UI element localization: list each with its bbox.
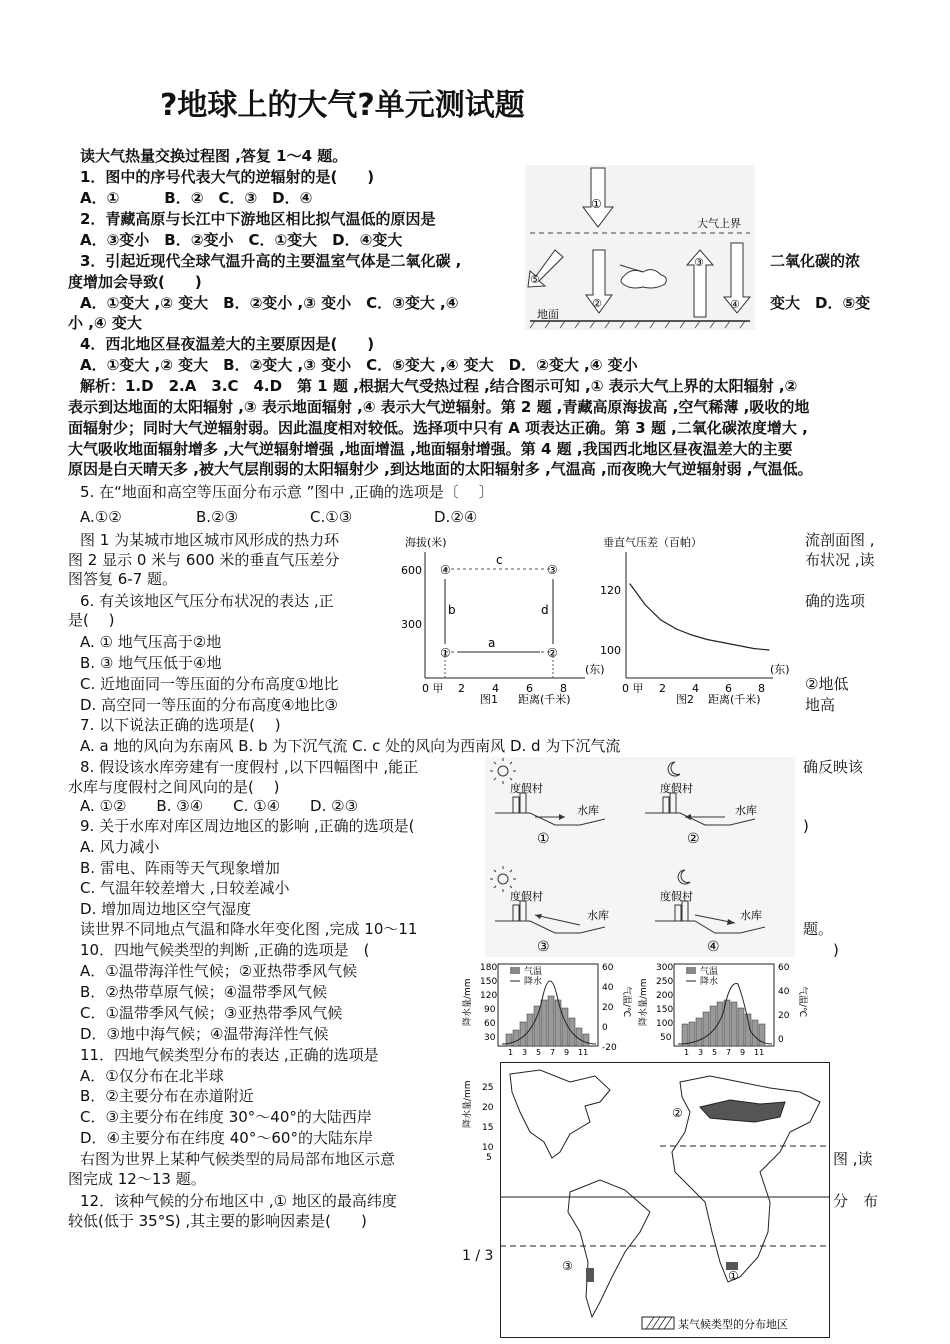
fig2-xtick-6: 6 bbox=[725, 682, 732, 695]
fig1-xtick-8: 8 bbox=[560, 682, 567, 695]
fig2-point-5 bbox=[707, 639, 708, 640]
climate-left-tick-5: 30 bbox=[484, 1033, 496, 1043]
climate-right-x-3: 3 bbox=[698, 1048, 704, 1055]
fig1-east: (东) bbox=[585, 663, 605, 676]
map-ytick-15: 15 bbox=[482, 1123, 494, 1133]
intro-q10-11: 读世界不同地点气温和降水年变化图 ,完成 10～11 bbox=[80, 920, 418, 938]
fig2-point-7 bbox=[738, 645, 739, 646]
fig1-ytick-300: 300 bbox=[401, 618, 422, 631]
option-10b: B．②热带草原气候；④温带季风气候 bbox=[80, 983, 328, 1001]
climate-right-x-5: 5 bbox=[712, 1048, 718, 1055]
fig1-flow-d: d bbox=[541, 603, 549, 617]
fig1-caption: 图1 bbox=[480, 693, 498, 706]
climate-right-x-7: 7 bbox=[726, 1048, 732, 1055]
question-3: 3．引起近现代全球气温升高的主要温室气体是二氧化碳 , bbox=[80, 252, 462, 270]
fig1-ylabel: 海拔(米) bbox=[405, 536, 447, 549]
option-6a: A. ① 地气压高于②地 bbox=[80, 633, 222, 651]
fig2-point-2 bbox=[660, 619, 661, 620]
fig2-ylabel: 垂直气压差（百帕） bbox=[603, 536, 702, 549]
analysis-line-3: 面辐射少；同时大气逆辐射弱。因此温度相对较低。选择项中只有 A 项表达正确。第 3 题 ,二氧化碳浓度增大 , bbox=[68, 419, 808, 437]
region-3-hatch bbox=[586, 1268, 594, 1282]
option-5d: D.②④ bbox=[434, 508, 478, 526]
climate-distribution-map bbox=[500, 1062, 830, 1338]
fig1-xtick-4: 4 bbox=[492, 682, 499, 695]
map-ytick-20: 20 bbox=[482, 1103, 494, 1113]
fig1-origin: 0 甲 bbox=[422, 682, 444, 695]
option-6d: D. 高空同一等压面的分布高度④地比③ bbox=[80, 696, 338, 714]
map-marker-1: ① bbox=[728, 1269, 739, 1283]
page-title: ?地球上的大气?单元测试题 bbox=[160, 88, 525, 123]
question-3-cont: 二氧化碳的浓 bbox=[770, 252, 861, 270]
reservoir-label-2: 水库 bbox=[735, 804, 757, 817]
resort-label-2: 度假村 bbox=[660, 782, 693, 795]
panel-label-3: ③ bbox=[537, 939, 550, 955]
marker-1: ① bbox=[591, 197, 602, 211]
page-number: 1 / 3 bbox=[462, 1248, 494, 1264]
fig1-xlabel: 距离(千米) bbox=[518, 693, 571, 706]
fig2-point-8 bbox=[753, 648, 754, 649]
climate-left-rtick-3: 0 bbox=[602, 1023, 608, 1033]
climate-left-x-7: 7 bbox=[550, 1048, 556, 1055]
climate-right-legend-precip: 降水 bbox=[700, 977, 719, 987]
fig1-flow-c: c bbox=[496, 553, 503, 567]
option-6b: B. ③ 地气压低于④地 bbox=[80, 654, 222, 672]
climate-right-tick-2: 200 bbox=[656, 991, 674, 1001]
legend-temp-swatch bbox=[510, 967, 520, 974]
climate-left-tick-2: 120 bbox=[480, 991, 498, 1001]
question-7: 7. 以下说法正确的选项是( ) bbox=[80, 716, 281, 734]
fig1-point-2: ② bbox=[547, 646, 558, 660]
map-marker-3: ③ bbox=[562, 1259, 573, 1273]
fig1-flow-a: a bbox=[488, 636, 496, 650]
fig2-ytick-100: 100 bbox=[600, 644, 621, 657]
fig2-xtick-8: 8 bbox=[758, 682, 765, 695]
climate-right-x-11: 11 bbox=[754, 1048, 765, 1055]
climate-left-yleft: 降水量/mm bbox=[463, 978, 473, 1026]
fig2-east: (东) bbox=[770, 663, 790, 676]
question-3-line2: 度增加会导致( ) bbox=[68, 273, 202, 291]
climate-chart-left bbox=[462, 960, 632, 1055]
analysis-line-2: 表示到达地面的太阳辐射 ,③ 表示地面辐射 ,④ 表示大气逆辐射。第 2 题 ,青藏高原海拔高 ,空气稀薄 ,吸收的地 bbox=[68, 398, 810, 416]
climate-left-x-11: 11 bbox=[578, 1048, 589, 1055]
options-2: A．③变小 B．②变小 C．①变大 D．④变大 bbox=[80, 231, 403, 249]
legend-temp-swatch-2 bbox=[686, 967, 696, 974]
fig2-xtick-2: 2 bbox=[659, 682, 666, 695]
option-10d: D．③地中海气候；④温带海洋性气候 bbox=[80, 1025, 329, 1043]
option-9c: C. 气温年较差增大 ,日较差减小 bbox=[80, 879, 290, 897]
marker-5: ⑤ bbox=[530, 273, 540, 286]
heat-exchange-diagram bbox=[525, 165, 755, 330]
fig2-point-0 bbox=[629, 583, 630, 584]
resort-label-3: 度假村 bbox=[510, 890, 543, 903]
marker-2: ② bbox=[592, 297, 602, 310]
question-1: 1．图中的序号代表大气的逆辐射的是( ) bbox=[80, 168, 375, 186]
fig2-origin: 0 甲 bbox=[622, 682, 644, 695]
climate-right-yleft: 降水量/mm bbox=[639, 978, 649, 1026]
climate-right-x-9: 9 bbox=[740, 1048, 746, 1055]
climate-left-rtick-4: -20 bbox=[602, 1043, 617, 1053]
option-5c: C.①③ bbox=[310, 508, 353, 526]
fig1-point-4: ④ bbox=[440, 563, 451, 577]
climate-right-tick-4: 100 bbox=[656, 1019, 674, 1029]
map-ytick-10: 10 bbox=[482, 1143, 494, 1153]
option-11a: A．①仅分布在北半球 bbox=[80, 1067, 224, 1085]
climate-left-rtick-0: 60 bbox=[602, 963, 614, 973]
intro-q10-11-cont: 题。 bbox=[803, 920, 834, 938]
upper-label: 大气上界 bbox=[697, 217, 741, 230]
option-5a: A.①② bbox=[80, 508, 122, 526]
ground-label: 地面 bbox=[537, 308, 559, 321]
pressure-diff-chart bbox=[598, 532, 798, 707]
option-9b: B. 雷电、阵雨等天气现象增加 bbox=[80, 859, 280, 877]
option-5b: B.②③ bbox=[196, 508, 238, 526]
climate-right-rtick-0: 60 bbox=[778, 963, 790, 973]
climate-right-yright: 气温/℃ bbox=[797, 986, 807, 1018]
reservoir-label-3: 水库 bbox=[587, 909, 609, 922]
option-10a: A．①温带海洋性气候；②亚热带季风气候 bbox=[80, 962, 358, 980]
question-9-cont: ) bbox=[803, 817, 809, 835]
option-11d: D．④主要分布在纬度 40°～60°的大陆东岸 bbox=[80, 1129, 373, 1147]
option-10c: C．①温带季风气候；③亚热带季风气候 bbox=[80, 1004, 343, 1022]
options-1: A．① B．② C．③ D．④ bbox=[80, 189, 313, 207]
panel-label-1: ① bbox=[537, 831, 550, 847]
analysis-line-1: 解析：1.D 2.A 3.C 4.D 第 1 题 ,根据大气受热过程 ,结合图示可知 ,① 表示大气上界的太阳辐射 ,② bbox=[80, 377, 798, 395]
analysis-line-4: 大气吸收地面辐射增多 ,大气逆辐射增强 ,地面增温 ,地面辐射增强。第 4 题 ,我国西北地区昼夜温差大的主要 bbox=[68, 440, 793, 458]
climate-left-tick-4: 60 bbox=[484, 1019, 496, 1029]
intro-q1-4: 读大气热量交换过程图 ,答复 1～4 题。 bbox=[80, 147, 348, 165]
question-4: 4．西北地区昼夜温差大的主要原因是( ) bbox=[80, 335, 375, 353]
map-precip-axis bbox=[460, 1062, 500, 1172]
fig2-xtick-4: 4 bbox=[692, 682, 699, 695]
options-3: A．①变大 ,② 变大 B．②变小 ,③ 变小 C．③变大 ,④ bbox=[80, 294, 459, 312]
fig2-ytick-120: 120 bbox=[600, 584, 621, 597]
panel-label-4: ④ bbox=[707, 939, 720, 955]
climate-right-rtick-3: 0 bbox=[778, 1035, 784, 1045]
map-ytick-25: 25 bbox=[482, 1083, 494, 1093]
map-marker-2: ② bbox=[672, 1106, 683, 1120]
fig2-point-9 bbox=[768, 649, 769, 650]
intro-q12-13-cont: 图 ,读 bbox=[833, 1150, 873, 1168]
climate-left-x-3: 3 bbox=[522, 1048, 528, 1055]
climate-left-tick-0: 180 bbox=[480, 963, 498, 973]
climate-right-tick-0: 300 bbox=[656, 963, 674, 973]
question-12-cont: 分 布 bbox=[833, 1192, 879, 1210]
intro-q12-13-line2: 图完成 12～13 题。 bbox=[68, 1170, 206, 1188]
fig1-xtick-6: 6 bbox=[526, 682, 533, 695]
options-8: A. ①② B. ③④ C. ①④ D. ②③ bbox=[80, 797, 359, 815]
resort-label: 度假村 bbox=[510, 782, 543, 795]
climate-left-tick-3: 90 bbox=[484, 1005, 496, 1015]
marker-3: ③ bbox=[694, 256, 704, 269]
fig1-xtick-2: 2 bbox=[458, 682, 465, 695]
option-9d: D. 增加周边地区空气湿度 bbox=[80, 900, 252, 918]
map-legend-text: 某气候类型的分布地区 bbox=[678, 1318, 788, 1331]
climate-right-legend-temp: 气温 bbox=[700, 967, 719, 977]
climate-right-rtick-1: 40 bbox=[778, 987, 790, 997]
map-yleft: 降水量/mm bbox=[463, 1080, 473, 1128]
marker-4: ④ bbox=[730, 298, 740, 311]
intro-q6-7-cont: 流剖面图 , bbox=[805, 531, 875, 549]
intro-q12-13: 右图为世界上某种气候类型的局局部布地区示意 bbox=[80, 1150, 396, 1168]
climate-left-x-9: 9 bbox=[564, 1048, 570, 1055]
climate-right-tick-1: 250 bbox=[656, 977, 674, 987]
fig1-flow-b: b bbox=[448, 603, 456, 617]
fig2-caption: 图2 bbox=[676, 693, 694, 706]
climate-left-rtick-1: 40 bbox=[602, 983, 614, 993]
question-8-line2: 水库与度假村之间风向的是( ) bbox=[68, 778, 280, 796]
question-6-cont: 确的选项 bbox=[805, 592, 866, 610]
question-11: 11．四地气候类型分布的表达 ,正确的选项是 bbox=[80, 1046, 379, 1064]
question-12-line2: 较低(低于 35°S) ,其主要的影响因素是( ) bbox=[68, 1212, 367, 1230]
question-10: 10．四地气候类型的判断 ,正确的选项是 ( bbox=[80, 941, 370, 959]
analysis-line-5: 原因是白天晴天多 ,被大气层削弱的太阳辐射少 ,到达地面的太阳辐射多 ,气温高 ,而夜晚大气逆辐射弱 ,气温低。 bbox=[68, 460, 813, 478]
question-12: 12．该种气候的分布地区中 ,① 地区的最高纬度 bbox=[80, 1192, 397, 1210]
climate-left-yright: 气温/℃ bbox=[621, 986, 631, 1018]
question-6: 6. 有关该地区气压分布状况的表达 ,正 bbox=[80, 592, 334, 610]
map-ytick-5: 5 bbox=[486, 1153, 492, 1163]
panel-label-2: ② bbox=[687, 831, 700, 847]
climate-right-x-1: 1 bbox=[684, 1048, 690, 1055]
reservoir-label-4: 水库 bbox=[740, 909, 762, 922]
fig2-point-1 bbox=[645, 604, 646, 605]
fig2-point-6 bbox=[722, 642, 723, 643]
option-6c: C. 近地面同一等压面的分布高度①地比 bbox=[80, 675, 339, 693]
intro-q6-7-line2-cont: 布状况 ,读 bbox=[805, 551, 875, 569]
options-3-line2: 小 ,④ 变大 bbox=[68, 314, 142, 332]
intro-q6-7-line3: 图答复 6-7 题。 bbox=[68, 570, 178, 588]
question-8-cont: 确反映该 bbox=[803, 758, 864, 776]
option-11c: C．③主要分布在纬度 30°～40°的大陆西岸 bbox=[80, 1108, 372, 1126]
option-6d-cont: 地高 bbox=[805, 696, 836, 714]
reservoir-wind-diagrams bbox=[485, 757, 795, 957]
reservoir-label: 水库 bbox=[577, 804, 599, 817]
fig1-point-1: ① bbox=[440, 646, 451, 660]
options-7: A. a 地的风向为东南风 B. b 为下沉气流 C. c 处的风向为西南风 D. d 为下沉气流 bbox=[80, 737, 621, 755]
options-3-cont: 变大 D．⑤变 bbox=[770, 294, 871, 312]
resort-label-4: 度假村 bbox=[660, 890, 693, 903]
fig1-ytick-600: 600 bbox=[401, 564, 422, 577]
question-2: 2．青藏高原与长江中下游地区相比拟气温低的原因是 bbox=[80, 210, 436, 228]
climate-left-rtick-2: 20 bbox=[602, 1003, 614, 1013]
climate-left-tick-1: 150 bbox=[480, 977, 498, 987]
question-6-line2: 是( ) bbox=[68, 611, 115, 629]
fig2-point-4 bbox=[691, 634, 692, 635]
intro-q6-7: 图 1 为某城市地区城市风形成的热力环 bbox=[80, 531, 340, 549]
option-6c-cont: ②地低 bbox=[805, 675, 849, 693]
fig2-xlabel: 距离(千米) bbox=[708, 693, 761, 706]
question-5: 5. 在“地面和高空等压面分布示意 ”图中 ,正确的选项是〔 〕 bbox=[80, 483, 494, 501]
climate-left-legend-temp: 气温 bbox=[524, 967, 543, 977]
options-4: A．①变大 ,② 变大 B．②变大 ,③ 变小 C．⑤变大 ,④ 变大 D．②变大 ,④ 变小 bbox=[80, 356, 638, 374]
climate-left-x-1: 1 bbox=[508, 1048, 514, 1055]
climate-left-legend-precip: 降水 bbox=[524, 977, 543, 987]
option-9a: A. 风力减小 bbox=[80, 838, 160, 856]
city-circulation-fig1 bbox=[400, 532, 610, 707]
intro-q6-7-line2: 图 2 显示 0 米与 600 米的垂直气压差分 bbox=[68, 551, 340, 569]
climate-right-rtick-2: 20 bbox=[778, 1011, 790, 1021]
fig1-point-3: ③ bbox=[547, 563, 558, 577]
climate-chart-right bbox=[638, 960, 808, 1055]
option-11b: B．②主要分布在赤道附近 bbox=[80, 1087, 254, 1105]
question-10-cont: ) bbox=[833, 941, 839, 959]
fig2-point-3 bbox=[676, 628, 677, 629]
climate-left-x-5: 5 bbox=[536, 1048, 542, 1055]
climate-right-tick-5: 50 bbox=[660, 1033, 672, 1043]
question-8: 8. 假设该水库旁建有一度假村 ,以下四幅图中 ,能正 bbox=[80, 758, 419, 776]
climate-right-tick-3: 150 bbox=[656, 1005, 674, 1015]
question-9: 9. 关于水库对库区周边地区的影响 ,正确的选项是( bbox=[80, 817, 415, 835]
fig2-series-line bbox=[630, 584, 769, 650]
